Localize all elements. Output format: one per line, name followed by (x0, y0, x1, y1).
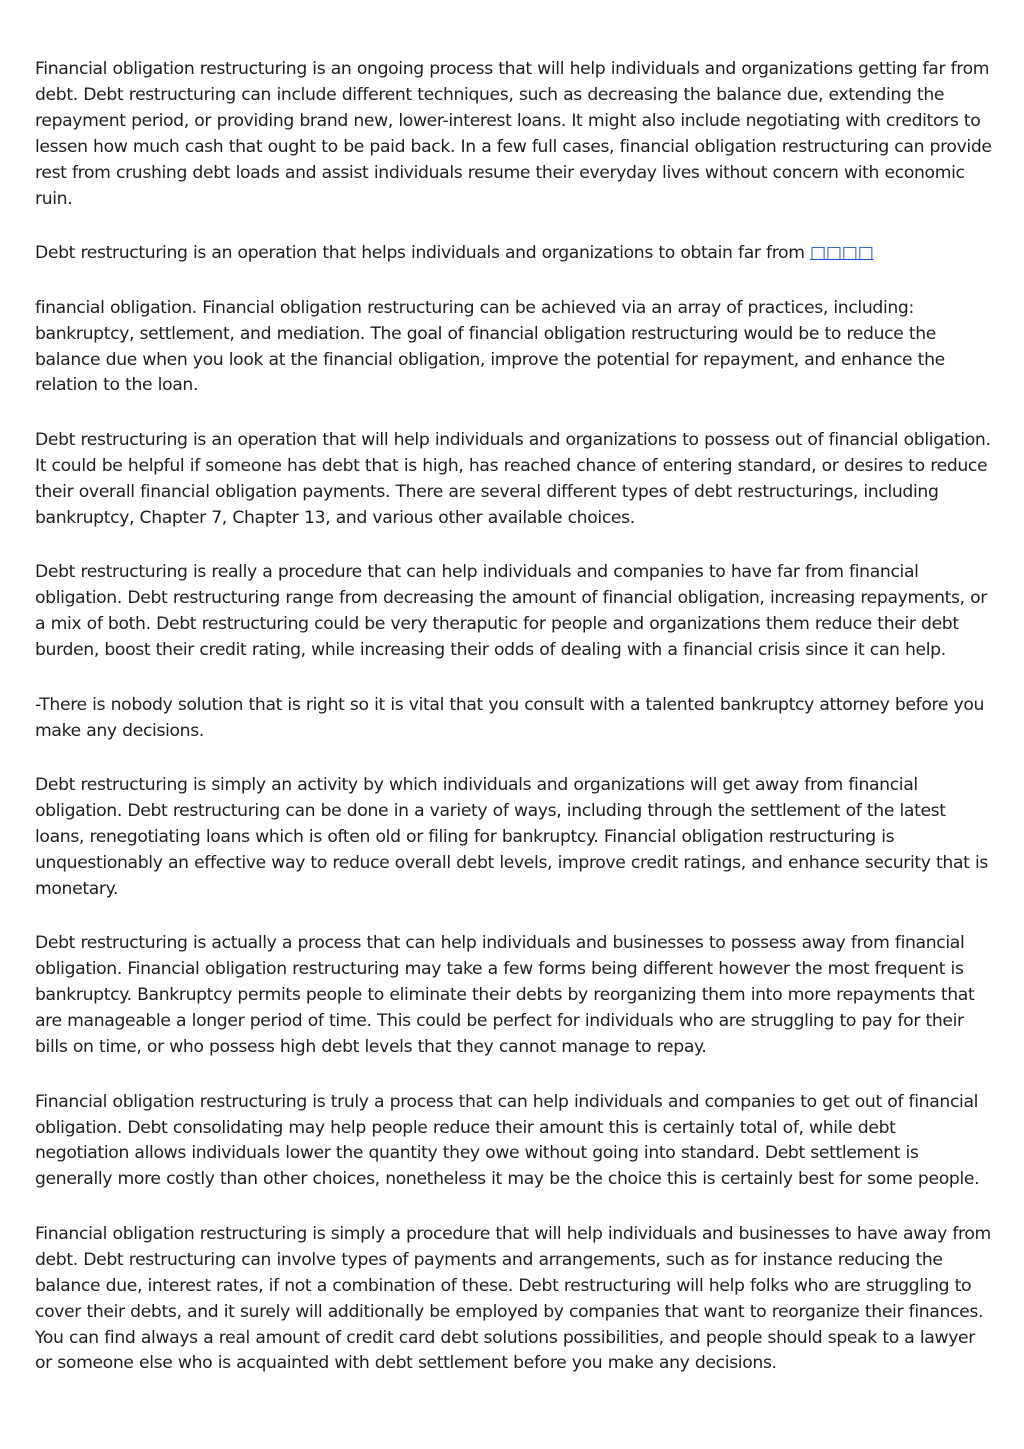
paragraph-4: Debt restructuring is an operation that will help individuals and organizations to possess out of financial obligation. It could be helpful if someone has debt that is high, has reached chance of entering standard, or desires to reduce their overall financial obligation payments. There are several different types of debt restructurings, including bankruptcy, Chapter 7, Chapter 13, and various other available choices. (35, 430, 991, 528)
paragraph-2-text: Debt restructuring is an operation that helps individuals and organizations to obtain far from (35, 243, 805, 264)
paragraph-10: Financial obligation restructuring is simply a procedure that will help individuals and businesses to have away from debt. Debt restructuring can involve types of payments and arrangements, such as for instance reducing the balance due, interest rates, if not a combination of these. Debt restructuring will help folks who are struggling to cover their debts, and it surely will additionally be employed by companies that want to reorganize their finances. You can find always a real amount of credit card debt solutions possibilities, and people should speak to a lawyer or someone else who is acquainted with debt settlement before you make any decisions. (35, 1223, 991, 1374)
paragraph-5: Debt restructuring is really a procedure that can help individuals and companies to have far from financial obligation. Debt restructuring range from decreasing the amount of financial obligation, increasing repayments, or a mix of both. Debt restructuring could be very theraputic for people and organizations them reduce their debt burden, boost their credit rating, while increasing their odds of dealing with a financial crisis since it can help. (35, 562, 988, 661)
paragraph-3: financial obligation. Financial obligation restructuring can be achieved via an array of practices, including: bankruptcy, settlement, and mediation. The goal of financial obligation restructuring would be to reduce the balance due when you look at the financial obligation, improve the potential for repayment, and enhance the relation to the loan. (35, 297, 945, 396)
paragraph-2 (35, 241, 993, 267)
paragraph-6: -There is nobody solution that is right so it is vital that you consult with a talented bankruptcy attorney before you make any decisions. (35, 694, 985, 741)
paragraph-8: Debt restructuring is actually a process that can help individuals and businesses to possess away from financial obligation. Financial obligation restructuring may take a few forms being different however the most frequent is bankruptcy. Bankruptcy permits people to eliminate their debts by reorganizing them into more repayments that are manageable a longer period of time. This could be perfect for individuals who are struggling to pay for their bills on time, or who possess high debt levels that they cannot manage to repay. (35, 933, 975, 1057)
paragraph-7: Debt restructuring is simply an activity by which individuals and organizations will get away from financial obligation. Debt restructuring can be done in a variety of ways, including through the settlement of the latest loans, renegotiating loans which is often old or filing for bankruptcy. Financial obligation restructuring is unquestionably an effective way to reduce overall debt levels, improve credit ratings, and enhance security that is monetary. (35, 775, 988, 899)
inline-link[interactable]: □□□□ (810, 243, 874, 264)
document-body (35, 57, 993, 1406)
paragraph-9: Financial obligation restructuring is truly a process that can help individuals and companies to get out of financial obligation. Debt consolidating may help people reduce their amount this is certainly total of, while debt negotiation allows individuals lower the quantity they owe without going into standard. Debt settlement is generally more costly than other choices, nonetheless it may be the choice this is certainly best for some people. (35, 1091, 980, 1190)
paragraph-1: Financial obligation restructuring is an ongoing process that will help individuals and organizations getting far from debt. Debt restructuring can include different techniques, such as decreasing the balance due, extending the repayment period, or providing brand new, lower-interest loans. It might also include negotiating with creditors to lessen how much cash that ought to be paid back. In a few full cases, financial obligation restructuring can provide rest from crushing debt loads and assist individuals resume their everyday lives without concern with economic ruin. (35, 59, 992, 209)
